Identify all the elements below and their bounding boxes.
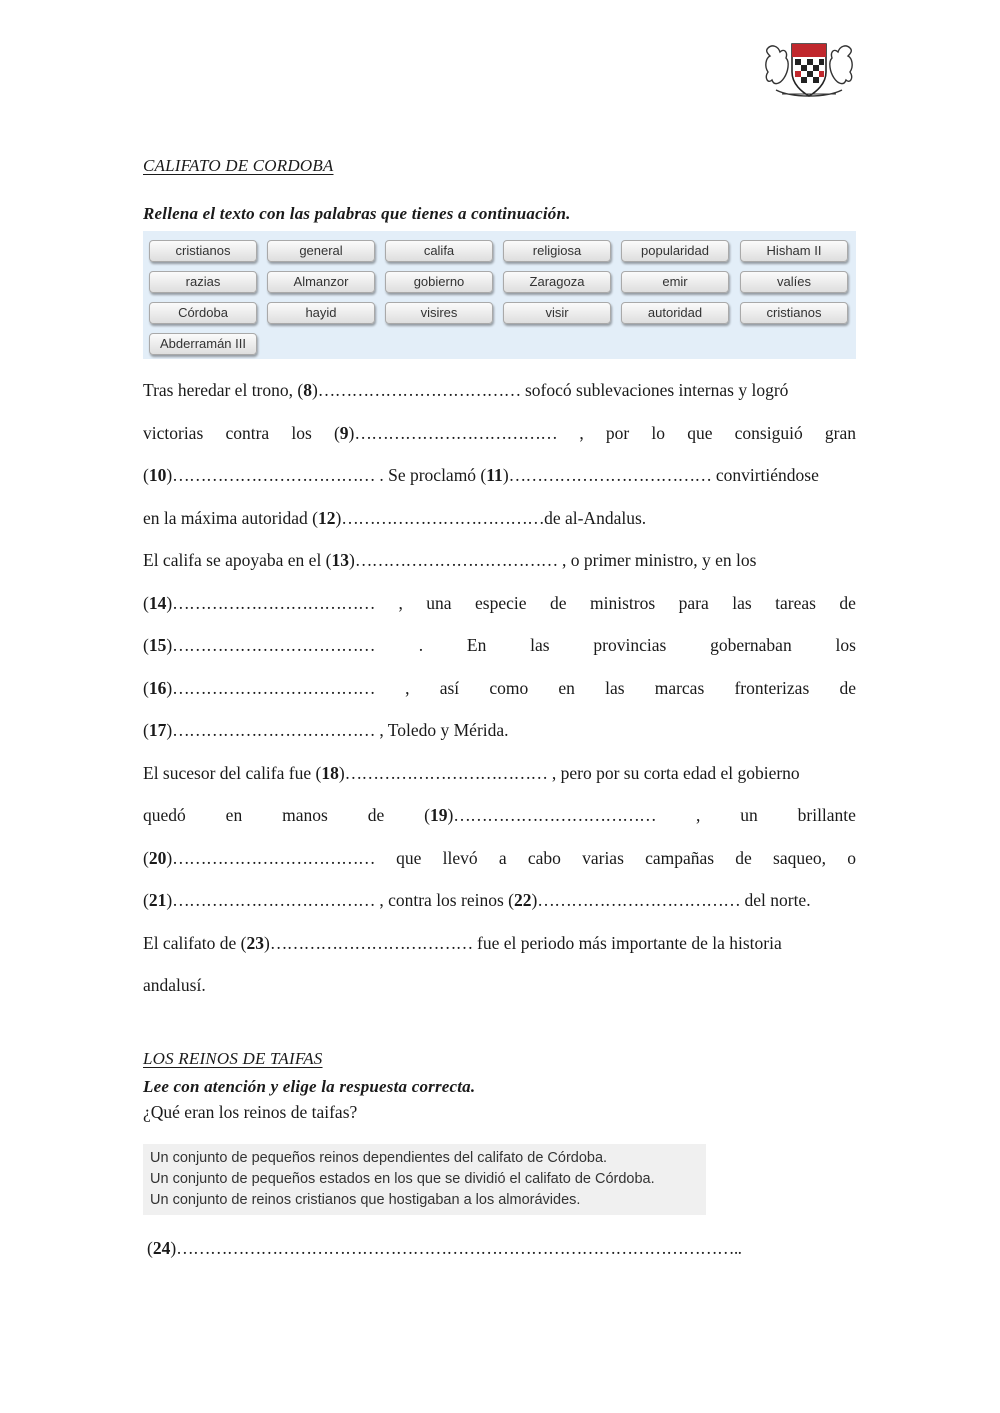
word-chip[interactable]: visir	[503, 302, 611, 324]
word-chip[interactable]: general	[267, 240, 375, 262]
coat-of-arms-icon	[762, 38, 856, 102]
blank-number: 14	[148, 593, 167, 613]
word-chip[interactable]: califa	[385, 240, 493, 262]
blank-number: 21	[148, 890, 167, 910]
blank-14[interactable]: ………………………………	[172, 593, 375, 613]
blank-10[interactable]: ………………………………	[172, 465, 375, 485]
word-chip[interactable]: autoridad	[621, 302, 729, 324]
text-line: El califato de (23)……………………………… fue el periodo más importante de la historia	[143, 933, 782, 953]
blank-number: 8	[303, 380, 312, 400]
blank-number: 22	[513, 890, 532, 910]
text-line: (17)……………………………… , Toledo y Mérida.	[143, 720, 509, 740]
blank-number: 23	[246, 933, 264, 953]
text-line: (14)……………………………… , una especie de ministros para las tareas de	[143, 593, 856, 613]
blank-11[interactable]: ………………………………	[508, 465, 712, 485]
word-chip[interactable]: Zaragoza	[503, 271, 611, 293]
word-chip[interactable]: religiosa	[503, 240, 611, 262]
blank-number: 10	[148, 465, 167, 485]
text-line: (20)……………………………… que llevó a cabo varias campañas de saqueo, o	[143, 848, 856, 868]
blank-number: 19	[429, 805, 448, 825]
blank-number: 16	[148, 678, 167, 698]
blank-number: 13	[331, 550, 350, 570]
answer-option[interactable]: Un conjunto de pequeños reinos dependientes del califato de Córdoba.	[150, 1150, 608, 1166]
blank-12[interactable]: ………………………………	[341, 508, 545, 528]
blank-number: 15	[148, 635, 167, 655]
section-title: LOS REINOS DE TAIFAS	[143, 1049, 323, 1068]
word-chip[interactable]: visires	[385, 302, 493, 324]
instruction: Rellena el texto con las palabras que tienes a continuación.	[143, 204, 571, 223]
word-chip[interactable]: cristianos	[740, 302, 848, 324]
word-chip[interactable]: hayid	[267, 302, 375, 324]
word-chip[interactable]: Almanzor	[267, 271, 375, 293]
blank-17[interactable]: ………………………………	[172, 720, 375, 740]
word-chip[interactable]: emir	[621, 271, 729, 293]
word-chip[interactable]: valíes	[740, 271, 848, 293]
blank-number: 9	[339, 423, 349, 443]
word-chip[interactable]: Hisham II	[740, 240, 848, 262]
blank-23[interactable]: ………………………………	[269, 933, 473, 953]
blank-number: 18	[321, 763, 339, 783]
text-line: El sucesor del califa fue (18)……………………………… , pero por su corta edad el gobierno	[143, 763, 800, 783]
text-line: quedó en manos de (19)……………………………… , un brillante	[143, 805, 856, 825]
word-chip[interactable]: gobierno	[385, 271, 493, 293]
answer-option[interactable]: Un conjunto de reinos cristianos que hostigaban a los almorávides.	[150, 1192, 581, 1208]
text-line: (15)……………………………… . En las provincias gobernaban los	[143, 635, 856, 655]
instruction: Lee con atención y elige la respuesta correcta.	[143, 1077, 476, 1096]
text-line: (16)……………………………… , así como en las marcas fronterizas de	[143, 678, 856, 698]
text-line: victorias contra los (9)……………………………… , por lo que consiguió gran	[143, 423, 856, 443]
question: ¿Qué eran los reinos de taifas?	[143, 1102, 358, 1122]
blank-number: 17	[148, 720, 167, 740]
word-chip[interactable]: Abderramán III	[149, 333, 257, 355]
answer-options	[143, 1144, 706, 1215]
answer-line: (24)………………………………………………………………………………………..	[147, 1238, 742, 1258]
blank-number: 20	[148, 848, 167, 868]
text-line: en la máxima autoridad (12)………………………………de al-Andalus.	[143, 508, 647, 528]
word-chip[interactable]: popularidad	[621, 240, 729, 262]
blank-15[interactable]: ………………………………	[172, 635, 375, 655]
blank-13[interactable]: ………………………………	[354, 550, 558, 570]
word-bank	[143, 231, 856, 359]
blank-number: 12	[317, 508, 336, 528]
section-title: CALIFATO DE CORDOBA	[143, 156, 334, 175]
text-line: Tras heredar el trono, (8)……………………………… sofocó sublevaciones internas y logró	[143, 380, 789, 400]
blank-16[interactable]: ………………………………	[172, 678, 375, 698]
blank-8[interactable]: ………………………………	[317, 380, 521, 400]
answer-option[interactable]: Un conjunto de pequeños estados en los que se dividió el califato de Córdoba.	[150, 1171, 655, 1187]
text-line: El califa se apoyaba en el (13)……………………………… , o primer ministro, y en los	[143, 550, 757, 570]
blank-20[interactable]: ………………………………	[172, 848, 375, 868]
blank-9[interactable]: ………………………………	[354, 423, 558, 443]
blank-18[interactable]: ………………………………	[344, 763, 548, 783]
blank-24[interactable]: ………………………………………………………………………………………..	[176, 1238, 742, 1258]
blank-19[interactable]: ………………………………	[453, 805, 657, 825]
blank-number: 11	[486, 465, 503, 485]
blank-21[interactable]: ………………………………	[172, 890, 375, 910]
word-chip[interactable]: Córdoba	[149, 302, 257, 324]
word-chip[interactable]: razias	[149, 271, 257, 293]
text-line: (21)……………………………… , contra los reinos (22)……………………………… del norte.	[143, 890, 811, 910]
blank-number: 24	[152, 1238, 171, 1258]
text-line: (10)……………………………… . Se proclamó (11)……………………………… convirtiéndose	[143, 465, 819, 485]
text-line: andalusí.	[143, 975, 206, 995]
blank-22[interactable]: ………………………………	[537, 890, 741, 910]
word-chip[interactable]: cristianos	[149, 240, 257, 262]
